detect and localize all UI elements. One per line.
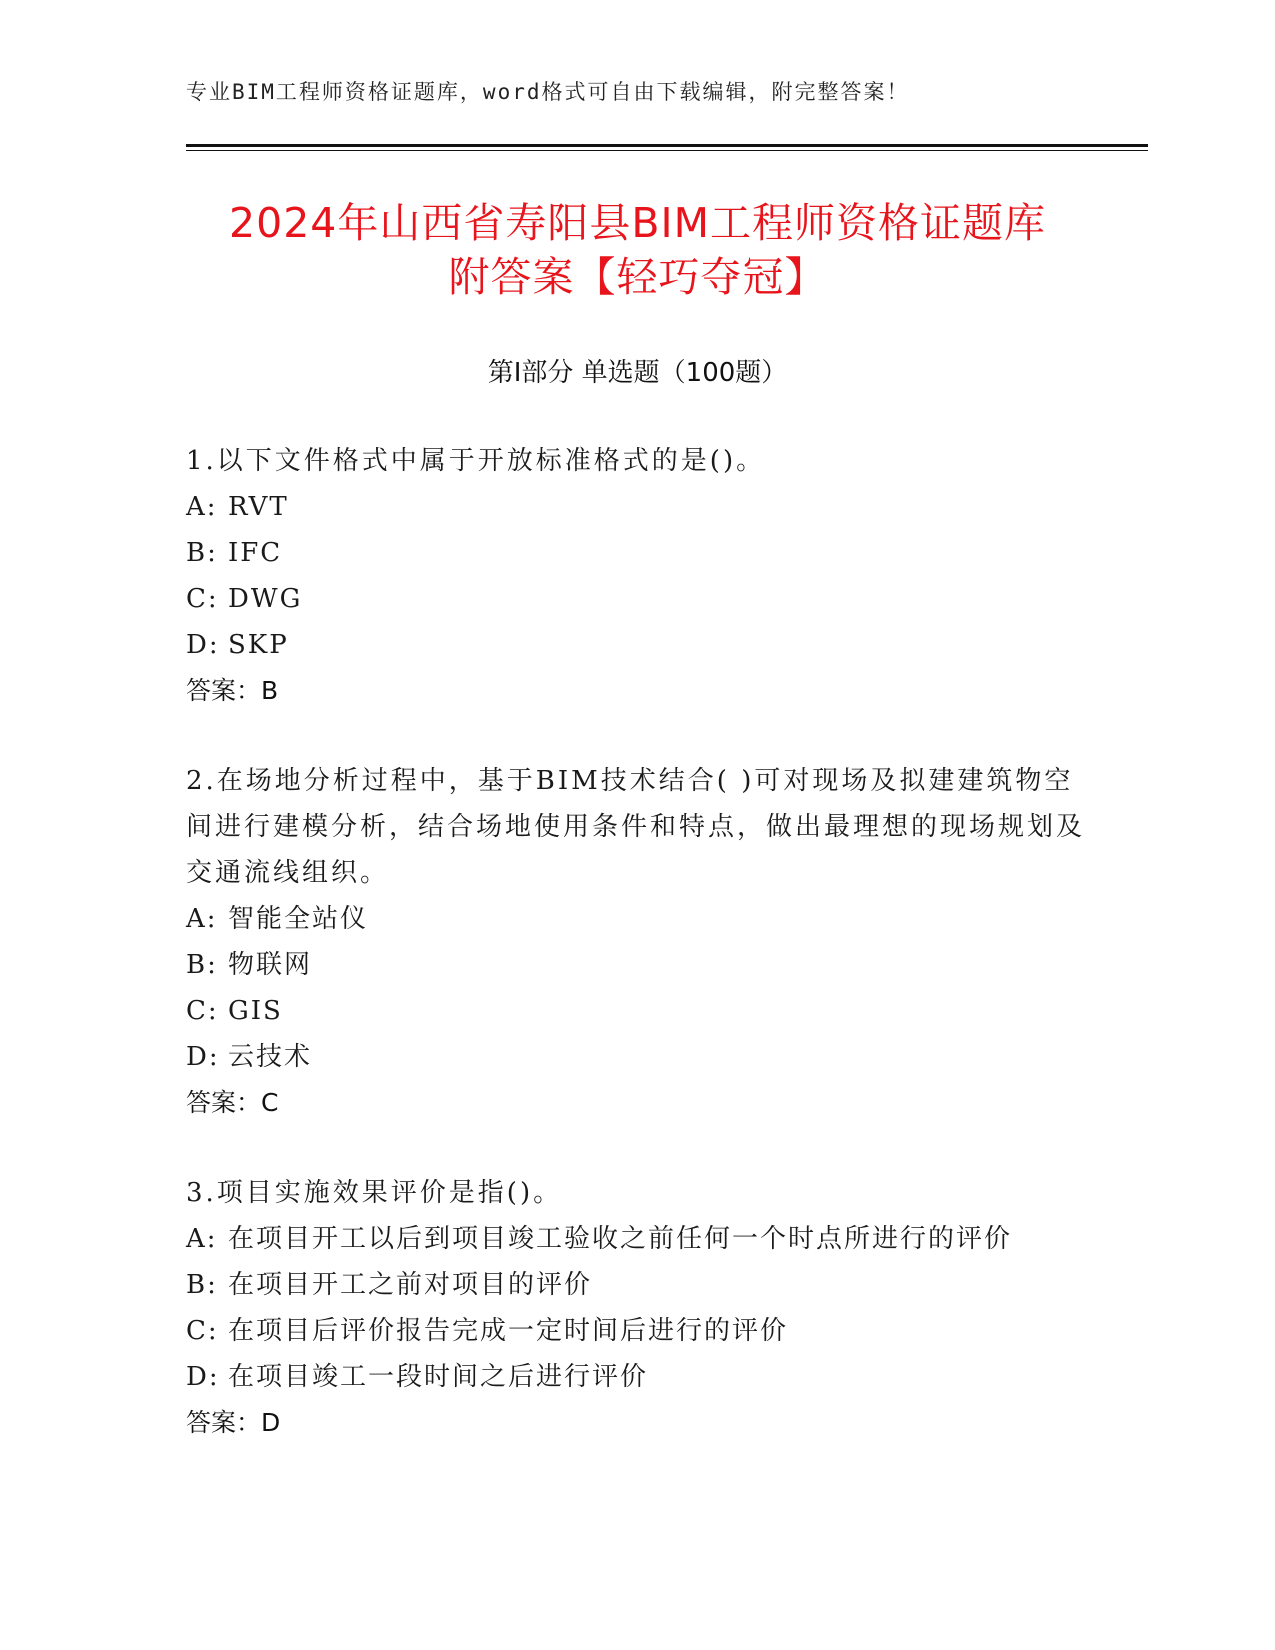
option-letter: C: [186, 584, 219, 614]
option-b [186, 530, 1086, 576]
option-text: SKP [228, 630, 289, 660]
option-d [186, 1034, 1086, 1080]
answer-label: 答案：C [186, 1088, 279, 1117]
question-stem: 2.在场地分析过程中，基于BIM技术结合( )可对现场及拟建建筑物空间进行建模分析，结合场地使用条件和特点，做出最理想的现场规划及交通流线组织。 [186, 766, 1086, 888]
option-text: 在项目开工以后到项目竣工验收之前任何一个时点所进行的评价 [228, 1224, 1013, 1254]
option-text: 在项目竣工一段时间之后进行评价 [228, 1362, 649, 1392]
question-stem: 1.以下文件格式中属于开放标准格式的是()。 [186, 446, 766, 476]
option-b [186, 1262, 1086, 1308]
option-b [186, 942, 1086, 988]
option-c [186, 988, 1086, 1034]
option-a [186, 1216, 1086, 1262]
option-text: DWG [228, 584, 303, 614]
header-note: 专业BIM工程师资格证题库，word格式可自由下载编辑，附完整答案！ [186, 80, 910, 104]
option-letter: A: [186, 904, 218, 934]
option-d [186, 1354, 1086, 1400]
option-text: 智能全站仪 [228, 904, 369, 934]
question-2 [186, 758, 1086, 1126]
question-3 [186, 1170, 1086, 1446]
option-letter: B: [186, 1270, 218, 1300]
question-list [186, 438, 1086, 1490]
answer-label: 答案：B [186, 676, 279, 705]
section-title: 第Ⅰ部分 单选题（100题） [487, 358, 788, 388]
answer-label: 答案：D [186, 1408, 281, 1437]
option-text: 物联网 [228, 950, 313, 980]
header-rule-thin [186, 150, 1148, 151]
option-letter: C: [186, 1316, 219, 1346]
option-a [186, 484, 1086, 530]
document-title-line-2: 附答案【轻巧夺冠】 [448, 253, 827, 301]
option-letter: A: [186, 492, 218, 522]
option-letter: B: [186, 950, 218, 980]
option-letter: C: [186, 996, 219, 1026]
option-letter: D: [186, 1042, 220, 1072]
option-text: RVT [228, 492, 289, 522]
option-text: IFC [228, 538, 283, 568]
option-text: 在项目开工之前对项目的评价 [228, 1270, 593, 1300]
question-1 [186, 438, 1086, 714]
option-letter: B: [186, 538, 218, 568]
option-c [186, 576, 1086, 622]
option-text: 云技术 [228, 1042, 313, 1072]
option-letter: D: [186, 1362, 220, 1392]
option-text: 在项目后评价报告完成一定时间后进行的评价 [228, 1316, 789, 1346]
option-letter: D: [186, 630, 220, 660]
option-a [186, 896, 1086, 942]
option-text: GIS [228, 996, 283, 1026]
document-title-line-1: 2024年山西省寿阳县BIM工程师资格证题库 [229, 199, 1046, 247]
header-rule-thick [186, 144, 1148, 147]
document-title [100, 196, 1175, 304]
option-c [186, 1308, 1086, 1354]
option-letter: A: [186, 1224, 218, 1254]
question-stem: 3.项目实施效果评价是指()。 [186, 1178, 563, 1208]
option-d [186, 622, 1086, 668]
